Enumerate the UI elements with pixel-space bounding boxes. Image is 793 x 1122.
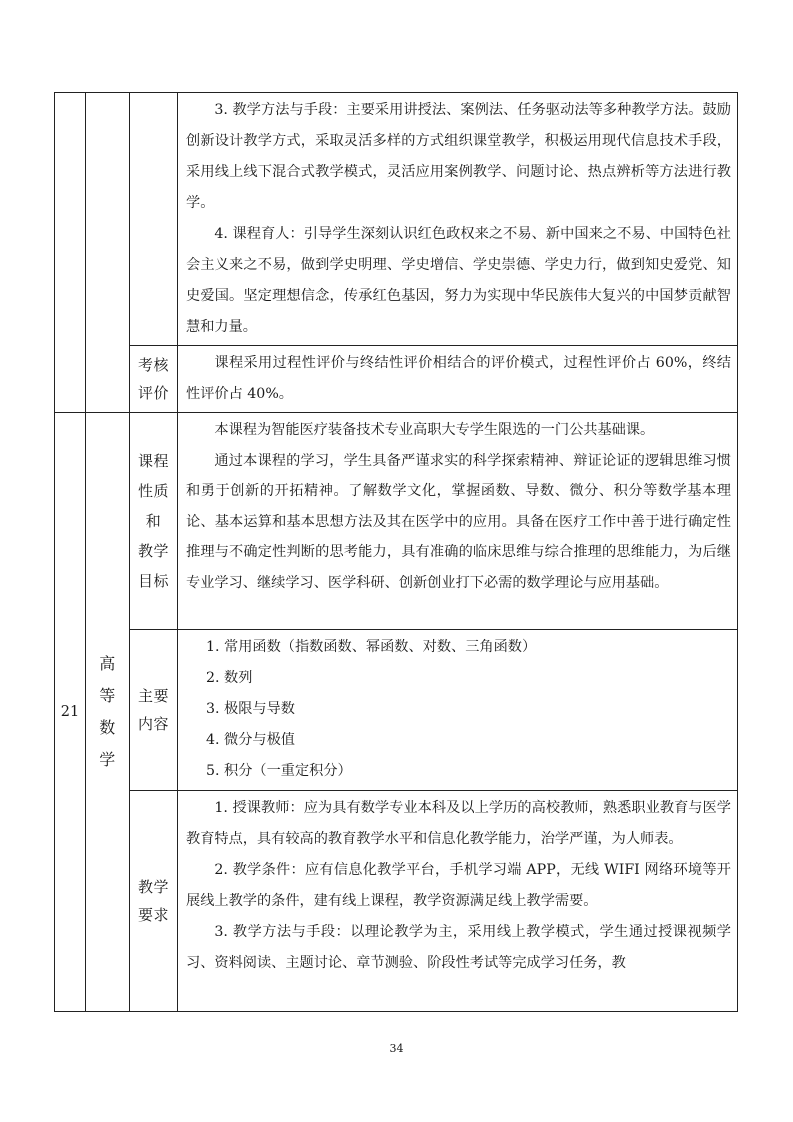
- content-item: 3. 极限与导数: [206, 701, 295, 717]
- assessment-label-cell: [130, 346, 178, 413]
- prev-teaching-content: [178, 93, 738, 346]
- course-name-char: 等: [99, 686, 116, 705]
- prev-number-cell: [55, 93, 86, 413]
- nature-label-cell: [130, 413, 178, 630]
- assessment-label: 考核: [137, 356, 169, 374]
- prev-teaching-paragraph: 3. 教学方法与手段：主要采用讲授法、案例法、任务驱动法等多种教学方法。鼓励创新设计教学方式，采取灵活多样的方式组织课堂教学，积极运用现代信息技术手段，采用线上线下混合式教学模式，灵活应用案例教学、问题讨论、热点辨析等方法进行教学。: [186, 102, 731, 211]
- content-item: 2. 数列: [206, 670, 253, 686]
- content-label-cell: [130, 630, 178, 791]
- nature-label: 性质: [137, 482, 169, 500]
- assessment-text: 课程采用过程性评价与终结性评价相结合的评价模式，过程性评价占 60%，终结性评价占 40%。: [186, 355, 731, 402]
- prev-name-cell: [86, 93, 130, 413]
- nature-label: 目标: [137, 572, 169, 590]
- course-nature-row: [55, 413, 738, 630]
- course-number: 21: [60, 704, 80, 720]
- nature-paragraph: 本课程为智能医疗装备技术专业高职大专学生限选的一门公共基础课。: [214, 422, 655, 438]
- assessment-label: 评价: [137, 384, 169, 402]
- nature-label: 教学: [137, 542, 169, 560]
- content-label: 主要: [137, 687, 169, 705]
- nature-label: 课程: [137, 452, 169, 470]
- requirements-paragraph: 3. 教学方法与手段：以理论教学为主，采用线上教学模式，学生通过授课视频学习、资料阅读、主题讨论、章节测验、阶段性考试等完成学习任务，教: [186, 924, 731, 971]
- requirements-label: 教学: [137, 878, 169, 896]
- prev-assessment-row: [55, 346, 738, 413]
- course-name-char: 学: [99, 750, 116, 769]
- nature-label: 和: [145, 512, 162, 530]
- requirements-paragraph: 1. 授课教师：应为具有数学专业本科及以上学历的高校教师，熟悉职业教育与医学教育特点，具有较高的教育教学水平和信息化教学能力，治学严谨，为人师表。: [186, 800, 731, 847]
- course-name-char: 高: [99, 654, 116, 673]
- content-label: 内容: [137, 715, 169, 733]
- prev-teaching-paragraph: 4. 课程育人：引导学生深刻认识红色政权来之不易、新中国来之不易、中国特色社会主义来之不易，做到学史明理、学史增信、学史崇德、学史力行，做到知史爱党、知史爱国。坚定理想信念，传承红色基因，努力为实现中华民族伟大复兴的中国梦贡献智慧和力量。: [186, 226, 731, 335]
- course-table: [54, 92, 738, 1012]
- requirements-content: [178, 791, 738, 1012]
- course-name-char: 数: [99, 718, 116, 737]
- content-item: 4. 微分与极值: [206, 732, 295, 748]
- page-number: 34: [389, 1042, 404, 1055]
- prev-teaching-row: [55, 93, 738, 346]
- course-requirements-row: [55, 791, 738, 1012]
- requirements-label: 要求: [137, 906, 169, 924]
- course-name-cell: [86, 413, 130, 1012]
- assessment-content: [178, 346, 738, 413]
- course-content-row: [55, 630, 738, 791]
- content-item: 5. 积分（一重定积分）: [206, 763, 352, 779]
- requirements-paragraph: 2. 教学条件：应有信息化教学平台，手机学习端 APP，无线 WIFI 网络环境等开展线上教学的条件，建有线上课程，教学资源满足线上教学需要。: [186, 862, 731, 909]
- requirements-label-cell: [130, 791, 178, 1012]
- content-list: [178, 630, 738, 791]
- content-item: 1. 常用函数（指数函数、幂函数、对数、三角函数）: [206, 639, 537, 655]
- nature-paragraph: 通过本课程的学习，学生具备严谨求实的科学探索精神、辩证论证的逻辑思维习惯和勇于创新的开拓精神。了解数学文化，掌握函数、导数、微分、积分等数学基本理论、基本运算和基本思想方法及其在医学中的应用。具备在医疗工作中善于进行确定性推理与不确定性判断的思考能力，具有准确的临床思维与综合推理的思维能力，为后继专业学习、继续学习、医学科研、创新创业打下必需的数学理论与应用基础。: [186, 452, 731, 591]
- prev-label-cell: [130, 93, 178, 346]
- nature-content: [178, 413, 738, 630]
- course-number-cell: [55, 413, 86, 1012]
